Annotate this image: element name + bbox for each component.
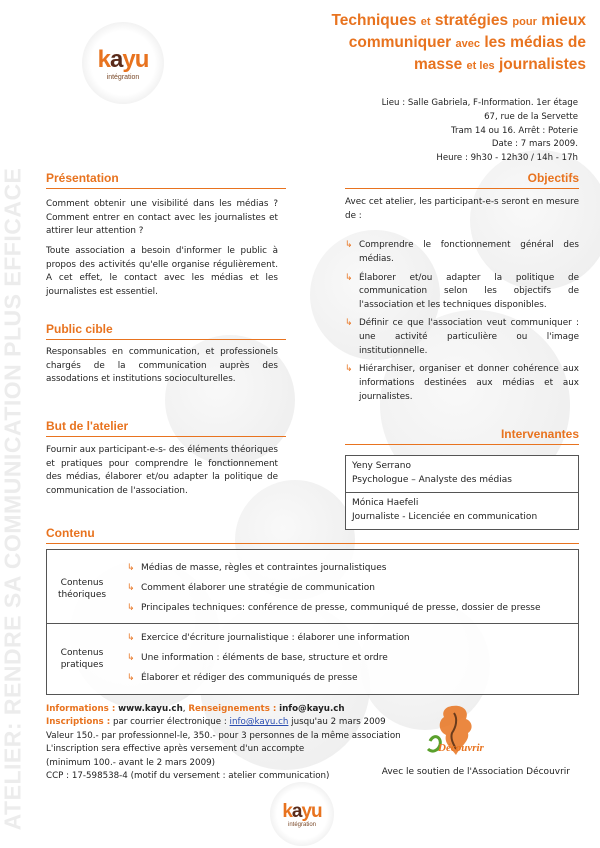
presentation-text: Comment obtenir une visibilité dans les médias ? Comment entrer en contact avec les journalistes et attirer leur attention ? Toute association a besoin d'informer le public à propos des activités qu'elle organise régulièrement. A cet effet, le contact avec les médias et les journalistes est essentiel.	[46, 199, 278, 297]
list-item: ↳ Comprendre le fonctionnement général des médias.	[345, 240, 579, 264]
but-heading: But de l'atelier	[46, 418, 286, 437]
arrow-icon: ↳	[127, 633, 135, 643]
arrow-icon: ↳	[127, 603, 135, 613]
contenu-theorique-group	[47, 558, 578, 620]
list-item: ↳ Exercice d'écriture journalistique : élaborer une information	[127, 628, 578, 648]
arrow-icon: ↳	[345, 364, 353, 375]
decouvrir-text: Découvrir	[438, 742, 484, 754]
contenu-pratique-label: Contenus pratiques	[60, 647, 104, 670]
arrow-icon: ↳	[345, 272, 353, 283]
contenu-pratique-group	[47, 628, 578, 690]
event-location: Lieu : Salle Gabriela, F-Information. 1er étage	[381, 98, 578, 108]
intervenante-2: Mónica Haefeli Journaliste - Licenciée en communication	[352, 497, 538, 523]
objectifs-heading: Objectifs	[345, 170, 579, 189]
ccp-text: CCP : 17-598538-4 (motif du versement : atelier communication)	[46, 771, 330, 782]
intervenante-1: Yeny Serrano Psychologue – Analyste des médias	[346, 456, 578, 493]
kayu-logo-bottom: kayu intégration	[270, 782, 334, 846]
list-item: ↳ Élaborer et rédiger des communiqués de presse	[127, 668, 578, 688]
list-item: ↳ Principales techniques: conférence de presse, communiqué de presse, dossier de presse	[127, 598, 578, 618]
arrow-icon: ↳	[127, 653, 135, 663]
vertical-banner	[0, 10, 36, 830]
arrow-icon: ↳	[127, 673, 135, 683]
inscription-email-link[interactable]: info@kayu.ch	[229, 717, 289, 728]
arrow-icon: ↳	[127, 583, 135, 593]
list-item: ↳ Médias de masse, règles et contraintes journalistiques	[127, 558, 578, 578]
website-link[interactable]: www.kayu.ch	[118, 704, 183, 714]
email-link[interactable]: info@kayu.ch	[279, 704, 345, 714]
contenu-heading: Contenu	[46, 525, 579, 544]
support-text: Avec le soutien de l'Association Découvrir	[381, 767, 570, 777]
arrow-icon: ↳	[345, 318, 353, 329]
intervenantes-box	[345, 455, 579, 530]
page-title: Techniques et stratégies pour mieux communiquer avec les médias de masse et les journalistes	[331, 12, 586, 73]
objectifs-text	[345, 196, 579, 409]
event-date: Date : 7 mars 2009.	[491, 139, 578, 150]
objectifs-list	[345, 239, 579, 404]
intervenantes-heading: Intervenantes	[345, 426, 579, 445]
arrow-icon: ↳	[127, 563, 135, 573]
public-text: Responsables en communication, et professionels chargés de la communication auprès des assodations et institutions socioculturelles.	[46, 347, 278, 385]
price-text: Valeur 150.- par professionnel-le, 350.- pour 3 personnes de la même association	[46, 730, 401, 741]
but-text: Fournir aux participant-e-s- des éléments théoriques et pratiques pour comprendre le fonctionnement des médias, élaborer et/ou adapter la politique de communication de l'association.	[46, 445, 278, 496]
contenu-table	[46, 549, 579, 695]
public-heading: Public cible	[46, 321, 286, 340]
event-info	[382, 97, 578, 166]
list-item: ↳ Hiérarchiser, organiser et donner cohérence aux informations destinées aux médias et aux journalistes.	[345, 364, 579, 402]
list-item: ↳ Définir ce que l'association veut communiquer : une activité particulière ou l'image institutionnelle.	[345, 318, 579, 356]
list-item: ↳ Élaborer et/ou adapter la politique de communication selon les objectifs de l'association et les techniques disponibles.	[345, 272, 579, 310]
vertical-banner-text: ATELIER: RENDRE SA COMMUNICATION PLUS EFFICACE	[0, 167, 26, 830]
objectifs-intro: Avec cet atelier, les participant-e-s seront en mesure de :	[345, 197, 579, 221]
event-tram: Tram 14 ou 16. Arrêt : Poterie	[450, 125, 578, 136]
arrow-icon: ↳	[345, 240, 353, 251]
kayu-logo: kayu intégration	[82, 22, 164, 104]
event-street: 67, rue de la Servette	[484, 111, 578, 122]
list-item: ↳ Une information : éléments de base, structure et ordre	[127, 648, 578, 668]
event-time: Heure : 9h30 - 12h30 / 14h - 17h	[436, 153, 578, 163]
contenu-theorique-label: Contenus théoriques	[57, 577, 107, 600]
footer-info: Informations : www.kayu.ch, Renseignements : info@kayu.ch Inscriptions : par courrier électronique : info@kayu.ch jusqu'au 2 mars 2009 Valeur 150.- par professionnel-le, 350.- pour 3 personnes de la même association L'inscription sera effective après versement d'un accompte (minimum 100.- avant le 2 mars 2009) CCP : 17-598538-4 (motif du versement : atelier communication)	[46, 703, 401, 784]
contenu-divider	[47, 623, 578, 624]
list-item: ↳ Comment élaborer une stratégie de communication	[127, 578, 578, 598]
decouvrir-logo	[420, 703, 510, 763]
minimum-text: (minimum 100.- avant le 2 mars 2009)	[46, 757, 216, 768]
deposit-text: L'inscription sera effective après versement d'un accompte	[46, 744, 305, 755]
presentation-heading: Présentation	[46, 170, 286, 189]
